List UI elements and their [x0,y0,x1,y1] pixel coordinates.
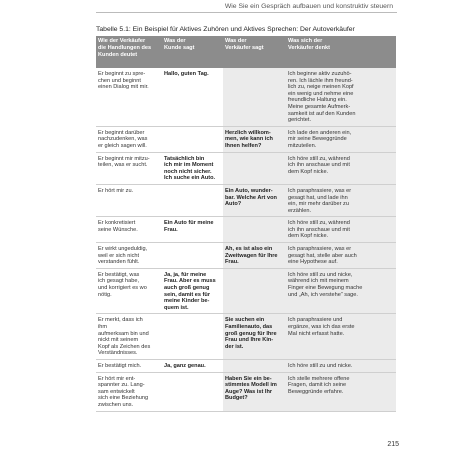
column-header: Was der Verkäufer sagt [223,36,286,68]
interpretation-cell: Er beginnt darüber nachzudenken, was er gleich sagen will. [96,126,162,152]
customer-says-cell [162,184,223,216]
seller-thinks-cell: Ich beginne aktiv zuzuhö- ren. Ich lächle ihm freund- lich zu, neige meinen Kopf ein wenig und nehme eine freundliche Haltung ein. Meine gesamte Aufmerk- samkeit ist auf den Kunden gerichtet. [286,68,396,126]
column-header: Was der Kunde sagt [162,36,223,68]
seller-says-cell: Sie suchen ein Familienauto, das groß genug für Ihre Frau und Ihre Kin- der ist. [223,314,286,360]
seller-says-cell [223,152,286,184]
interpretation-cell: Er hört mir zu. [96,184,162,216]
seller-thinks-cell: Ich höre still zu, während ich ihn anschaue und mit dem Kopf nicke. [286,152,396,184]
customer-says-cell [162,314,223,360]
seller-says-cell: Haben Sie ein be- stimmtes Modell im Auge? Was ist Ihr Budget? [223,372,286,411]
seller-says-cell: Ein Auto, wunder- bar. Welche Art von Auto? [223,184,286,216]
table-row [96,268,396,314]
interpretation-cell: Er konkretisiert seine Wünsche. [96,217,162,243]
customer-says-cell: Tatsächlich bin ich mir im Moment noch nicht sicher. Ich suche ein Auto. [162,152,223,184]
table-row [96,184,396,216]
customer-says-cell: Ja, ganz genau. [162,359,223,372]
table-row [96,126,396,152]
table-row [96,152,396,184]
interpretation-cell: Er bestätigt mich. [96,359,162,372]
seller-thinks-cell: Ich paraphrasiere und ergänze, was ich das erste Mal nicht erfasst hatte. [286,314,396,360]
interpretation-cell: Er hört mir ent- spannter zu. Lang- sam entwickelt sich eine Beziehung zwischen uns. [96,372,162,411]
page-number: 215 [387,441,399,448]
seller-says-cell [223,217,286,243]
customer-says-cell: Hallo, guten Tag. [162,68,223,126]
interpretation-cell: Er merkt, dass ich ihm aufmerksam bin und nickt mit seinem Kopf als Zeichen des Verständnisses. [96,314,162,360]
table-row [96,314,396,360]
seller-thinks-cell: Ich höre still zu und nicke, während ich mit meinem Finger eine Bewegung mache und „Ah, ich verstehe“ sage. [286,268,396,314]
interpretation-cell: Er beginnt mir mitzu- teilen, was er sucht. [96,152,162,184]
table-header-row [96,36,396,68]
seller-says-cell [223,268,286,314]
interpretation-cell: Er bestätigt, was ich gesagt habe, und korrigiert es wo nötig. [96,268,162,314]
column-header: Was sich der Verkäufer denkt [286,36,396,68]
customer-says-cell [162,243,223,269]
interpretation-cell: Er wirkt ungeduldig, weil er sich nicht verstanden fühlt. [96,243,162,269]
customer-says-cell: Ein Auto für meine Frau. [162,217,223,243]
customer-says-cell [162,126,223,152]
table-row [96,359,396,372]
seller-thinks-cell: Ich höre still zu und nicke. [286,359,396,372]
seller-thinks-cell: Ich höre still zu, während ich ihn anschaue und mit dem Kopf nicke. [286,217,396,243]
seller-thinks-cell: Ich paraphrasiere, was er gesagt hat, und lade ihn ein, mir mehr darüber zu erzählen. [286,184,396,216]
seller-thinks-cell: Ich stelle mehrere offene Fragen, damit ich seine Beweggründe erfahre. [286,372,396,411]
interpretation-cell: Er beginnt zu spre- chen und beginnt einen Dialog mit mir. [96,68,162,126]
customer-says-cell: Ja, ja, für meine Frau. Aber es muss auch groß genug sein, damit es für meine Kinder be- quem ist. [162,268,223,314]
column-header: Wie der Verkäufer die Handlungen des Kunden deutet [96,36,162,68]
table-row [96,68,396,126]
seller-thinks-cell: Ich lade den anderen ein, mir seine Beweggründe mitzuteilen. [286,126,396,152]
header-rule [96,12,397,13]
customer-says-cell [162,372,223,411]
running-header: Wie Sie ein Gespräch aufbauen und konstruktiv steuern [224,3,393,10]
seller-says-cell: Herzlich willkom- men, wie kann ich Ihnen helfen? [223,126,286,152]
seller-says-cell: Ah, es ist also ein Zweitwagen für Ihre Frau. [223,243,286,269]
seller-says-cell [223,359,286,372]
seller-thinks-cell: Ich paraphrasiere, was er gesagt hat, stelle aber auch eine Hypothese auf. [286,243,396,269]
table-row [96,372,396,411]
table-row [96,243,396,269]
table-caption: Tabelle 5.1: Ein Beispiel für Aktives Zuhören und Aktives Sprechen: Der Autoverkäufer [96,26,355,33]
seller-says-cell [223,68,286,126]
table-row [96,217,396,243]
dialogue-table [96,36,396,412]
